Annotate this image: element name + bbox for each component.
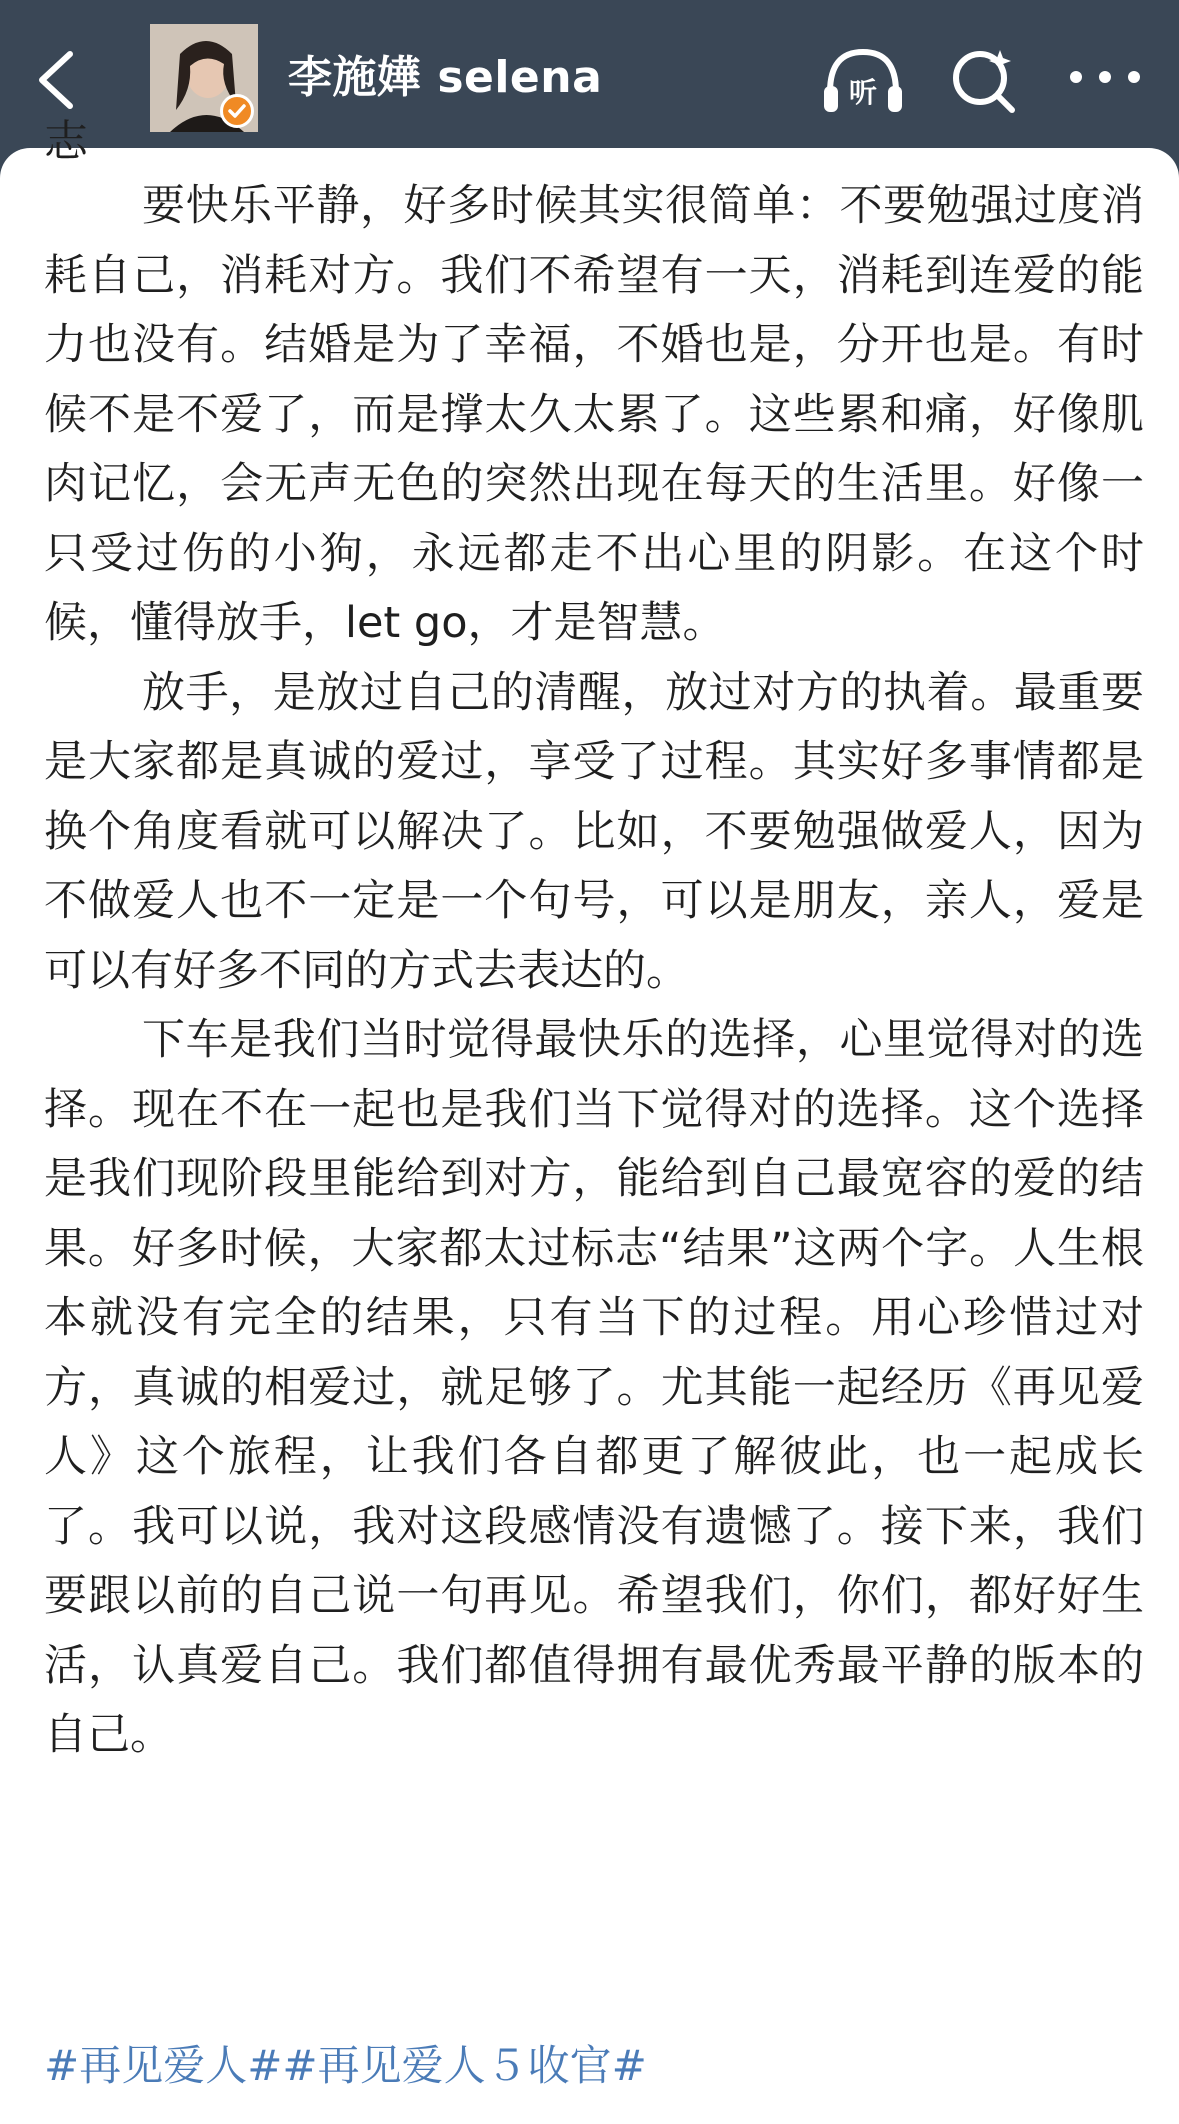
back-arrow-icon	[28, 40, 88, 120]
listen-label: 听	[848, 76, 878, 109]
verified-badge-icon	[220, 94, 254, 128]
post-card	[0, 116, 1179, 2124]
back-button[interactable]	[28, 40, 88, 120]
more-dots-icon	[1060, 52, 1150, 102]
top-bar	[0, 0, 1179, 160]
post-paragraph-3: 下车是我们当时觉得最快乐的选择，心里觉得对的选择。现在不在一起也是我们当下觉得对的选择。这个选择是我们现阶段里能给到对方，能给到自己最宽容的爱的结果。好多时候，大家都太过标志“结果”这两个字。人生根本就没有完全的结果，只有当下的过程。用心珍惜过对方，真诚的相爱过，就足够了。尤其能一起经历《再见爱人》这个旅程，让我们各自都更了解彼此，也一起成长了。我可以说，我对这段感情没有遗憾了。接下来，我们要跟以前的自己说一句再见。希望我们，你们，都好好生活，认真爱自己。我们都值得拥有最优秀最平静的版本的自己。	[44, 1015, 1144, 1760]
search-button[interactable]	[948, 40, 1020, 120]
search-icon	[948, 40, 1020, 120]
post-paragraph-2: 放手，是放过自己的清醒，放过对方的执着。最重要是大家都是真诚的爱过，享受了过程。其实好多事情都是换个角度看就可以解决了。比如，不要勉强做爱人，因为不做爱人也不一定是一个句号，可以是朋友，亲人，爱是可以有好多不同的方式去表达的。	[44, 667, 1144, 996]
post-content	[44, 172, 1144, 1771]
partial-top-text: 志	[44, 116, 88, 167]
listen-button[interactable]	[820, 40, 906, 120]
hashtag-links[interactable]: #再见爱人##再见爱人５收官#	[44, 2041, 647, 2090]
post-paragraph-1: 要快乐平静，好多时候其实很简单：不要勉强过度消耗自己，消耗对方。我们不希望有一天，消耗到连爱的能力也没有。结婚是为了幸福，不婚也是，分开也是。有时候不是不爱了，而是撑太久太累了。这些累和痛，好像肌肉记忆，会无声无色的突然出现在每天的生活里。好像一只受过伤的小狗，永远都走不出心里的阴影。在这个时候，懂得放手，let go，才是智慧。	[44, 181, 1144, 648]
more-button[interactable]	[1060, 52, 1150, 102]
username[interactable]: 李施嬅 selena	[288, 52, 603, 103]
headphones-listen-icon	[820, 40, 906, 120]
